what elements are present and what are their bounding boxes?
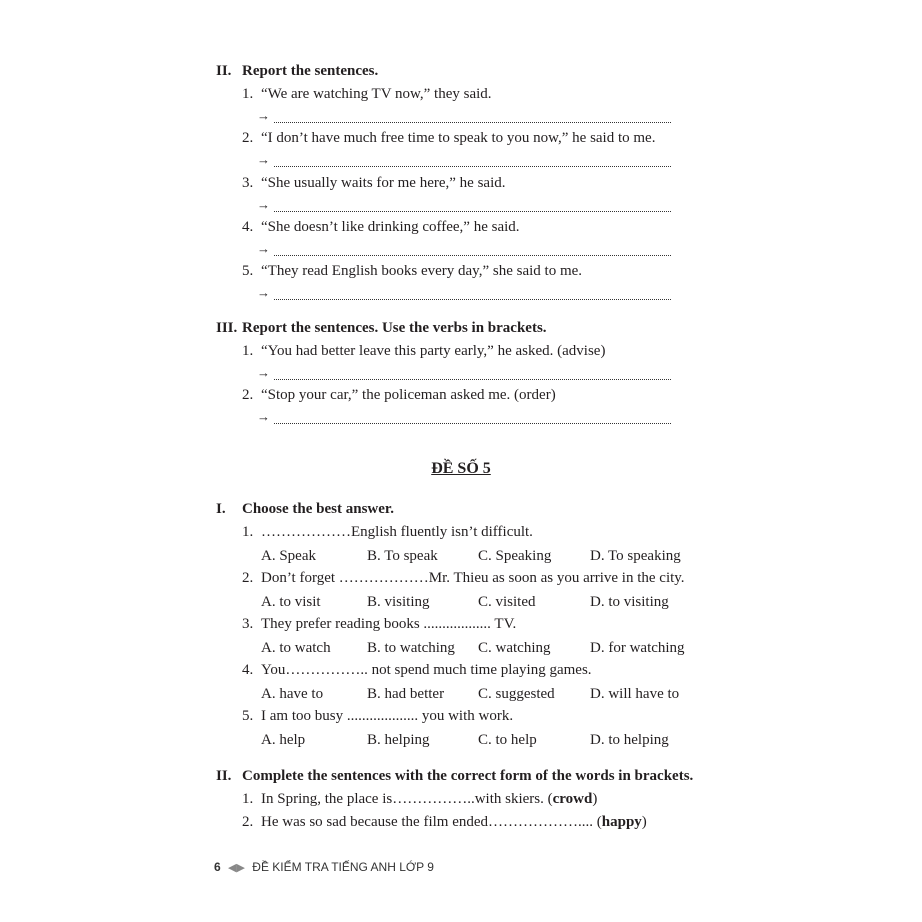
item-number: 4. [242, 219, 254, 235]
item-text: “She doesn’t like drinking coffee,” he said. [261, 219, 520, 235]
answer-option[interactable]: D. will have to [590, 686, 680, 702]
item-text: “She usually waits for me here,” he said. [261, 175, 506, 191]
section-heading: Choose the best answer. [242, 501, 394, 517]
answer-line[interactable] [274, 299, 671, 300]
test-title: ĐỀ SỐ 5 [431, 460, 491, 477]
question-number: 1. [242, 524, 254, 540]
page-footer [214, 860, 434, 874]
answer-option[interactable]: B. to watching [367, 640, 455, 656]
question-text: They prefer reading books .................. TV. [261, 616, 517, 632]
arrow-icon: → [257, 108, 270, 123]
answer-option[interactable]: A. have to [261, 686, 324, 702]
question-text: I am too busy ................... you with work. [261, 708, 514, 724]
answer-option[interactable]: B. had better [367, 686, 445, 702]
diamond-arrows-icon: ◀▶ [228, 862, 245, 874]
answer-line[interactable] [274, 211, 671, 212]
section-number: II. [216, 768, 232, 784]
answer-option[interactable]: A. to watch [261, 640, 331, 656]
question-text: He was so sad because the film ended……………….... (happy) [261, 814, 647, 830]
question-number: 1. [242, 791, 254, 807]
answer-option[interactable]: C. watching [478, 640, 551, 656]
bracket-word: crowd [552, 791, 593, 807]
item-text: “Stop your car,” the policeman asked me. (order) [261, 387, 556, 403]
item-number: 3. [242, 175, 254, 191]
arrow-icon: → [257, 241, 270, 256]
question-number: 3. [242, 616, 254, 632]
item-text: “I don’t have much free time to speak to you now,” he said to me. [261, 130, 656, 146]
answer-option[interactable]: B. helping [367, 732, 430, 748]
answer-option[interactable]: D. to visiting [590, 594, 669, 610]
answer-option[interactable]: A. to visit [261, 594, 321, 610]
answer-option[interactable]: A. Speak [261, 548, 316, 564]
question-number: 5. [242, 708, 254, 724]
answer-option[interactable]: C. Speaking [478, 548, 552, 564]
arrow-icon: → [257, 285, 270, 300]
section-heading: Report the sentences. Use the verbs in brackets. [242, 320, 547, 336]
arrow-icon: → [257, 409, 270, 424]
question-text: You…………….. not spend much time playing games. [261, 662, 592, 678]
answer-line[interactable] [274, 379, 671, 380]
section-number: II. [216, 63, 232, 79]
item-number: 2. [242, 387, 254, 403]
item-number: 5. [242, 263, 254, 279]
answer-option[interactable]: C. visited [478, 594, 536, 610]
item-text: “You had better leave this party early,” he asked. (advise) [261, 343, 606, 359]
section-heading: Complete the sentences with the correct form of the words in brackets. [242, 768, 694, 784]
answer-line[interactable] [274, 423, 671, 424]
item-text: “They read English books every day,” she said to me. [261, 263, 583, 279]
answer-line[interactable] [274, 122, 671, 123]
bracket-word: happy [601, 814, 642, 830]
section-heading: Report the sentences. [242, 63, 379, 79]
item-number: 1. [242, 343, 254, 359]
answer-option[interactable]: D. for watching [590, 640, 685, 656]
arrow-icon: → [257, 365, 270, 380]
answer-option[interactable]: D. To speaking [590, 548, 681, 564]
answer-line[interactable] [274, 255, 671, 256]
item-number: 2. [242, 130, 254, 146]
question-number: 4. [242, 662, 254, 678]
answer-option[interactable]: D. to helping [590, 732, 669, 748]
arrow-icon: → [257, 152, 270, 167]
answer-option[interactable]: B. To speak [367, 548, 438, 564]
question-number: 2. [242, 814, 254, 830]
answer-option[interactable]: A. help [261, 732, 306, 748]
question-text: ………………English fluently isn’t difficult. [261, 524, 533, 540]
section-number: I. [216, 501, 226, 517]
section-number: III. [216, 320, 238, 336]
answer-option[interactable]: B. visiting [367, 594, 430, 610]
answer-option[interactable]: C. to help [478, 732, 537, 748]
question-text: In Spring, the place is……………..with skiers. (crowd) [261, 791, 598, 807]
question-text: Don’t forget ………………Mr. Thieu as soon as you arrive in the city. [261, 570, 685, 586]
question-number: 2. [242, 570, 254, 586]
book-title: ĐỀ KIỂM TRA TIẾNG ANH LỚP 9 [252, 860, 434, 874]
item-number: 1. [242, 86, 254, 102]
answer-option[interactable]: C. suggested [478, 686, 555, 702]
answer-line[interactable] [274, 166, 671, 167]
arrow-icon: → [257, 197, 270, 212]
page-number: 6 [214, 860, 221, 874]
item-text: “We are watching TV now,” they said. [261, 86, 492, 102]
